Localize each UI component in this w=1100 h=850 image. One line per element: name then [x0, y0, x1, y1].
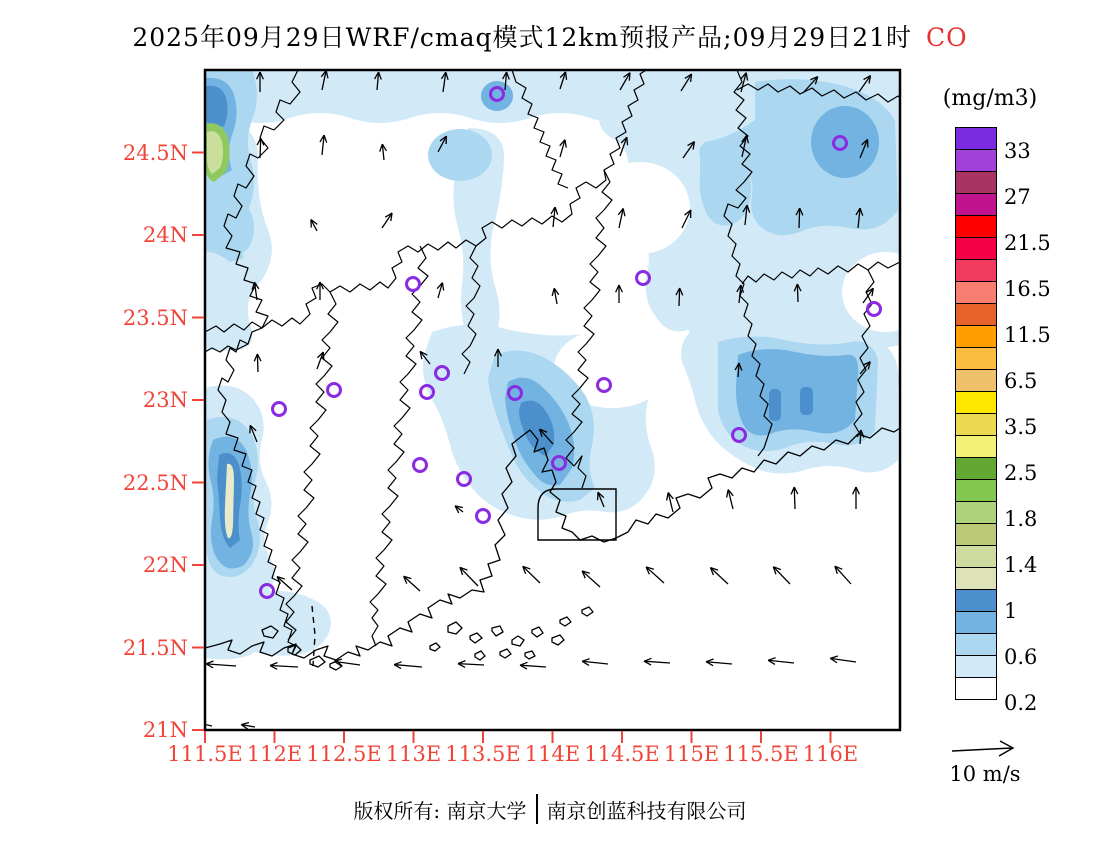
footer-company: 南京创蓝科技有限公司: [546, 798, 747, 823]
wind-arrow: [334, 659, 360, 666]
legend-label: 21.5: [1004, 231, 1051, 255]
footer-divider: [536, 794, 538, 824]
legend-label: 3.5: [1004, 415, 1038, 439]
legend-cell: [955, 259, 997, 282]
wind-arrow: [437, 283, 443, 298]
wind-arrow: [520, 662, 546, 669]
wind-arrow: [582, 659, 608, 666]
legend-cell: [955, 391, 997, 414]
lon-label: 113E: [385, 742, 442, 766]
legend-cell: [955, 523, 997, 546]
legend-cell: [955, 413, 997, 436]
wind-arrow: [551, 207, 558, 227]
lon-label: 111.5E: [167, 742, 243, 766]
wind-arrow: [320, 135, 327, 155]
legend-cell: [955, 655, 997, 678]
legend-label: 1: [1004, 599, 1018, 623]
wind-arrow: [773, 567, 790, 584]
legend-label: 2.5: [1004, 461, 1038, 485]
legend-cell: [955, 369, 997, 392]
station-marker: [273, 403, 286, 416]
wind-arrow: [791, 487, 798, 509]
wind-arrow: [382, 213, 392, 228]
wind-arrow: [667, 493, 674, 512]
legend-cell: [955, 589, 997, 612]
legend-label: 6.5: [1004, 369, 1038, 393]
legend-cell: [955, 171, 997, 194]
wind-arrow: [460, 567, 478, 586]
legend-cell: [955, 149, 997, 172]
legend-cell: [955, 457, 997, 480]
lon-label: 112E: [246, 742, 303, 766]
lat-label: 21.5N: [122, 635, 188, 660]
legend-label: 0.2: [1004, 691, 1038, 715]
legend-cell: [955, 325, 997, 348]
wind-arrow: [830, 656, 856, 663]
lat-label: 23.5N: [122, 305, 188, 330]
wind-arrow: [768, 658, 794, 665]
wind-arrow: [277, 577, 292, 590]
wind-arrow: [458, 661, 484, 668]
legend-cell: [955, 237, 997, 260]
legend-cell: [955, 347, 997, 370]
lon-label: 114.5E: [584, 742, 660, 766]
lat-label: 24.5N: [122, 140, 188, 165]
wind-arrow: [455, 506, 463, 513]
legend-cell: [955, 501, 997, 524]
lat-label: 22N: [142, 553, 188, 577]
legend-label: 11.5: [1004, 323, 1051, 347]
legend-cell: [955, 567, 997, 590]
wind-arrow: [380, 144, 387, 160]
wind-arrow: [706, 659, 732, 666]
legend-colorbar: [955, 128, 997, 700]
legend-label: 33: [1004, 139, 1031, 163]
wind-arrow: [206, 661, 236, 668]
legend-cell: [955, 127, 997, 150]
legend-label: 0.6: [1004, 645, 1038, 669]
wind-arrow: [254, 354, 261, 372]
legend-cell: [955, 479, 997, 502]
wind-arrow: [317, 352, 324, 369]
lon-label: 112.5E: [306, 742, 382, 766]
footer: [0, 794, 1100, 824]
legend-unit: (mg/m3): [942, 86, 1038, 111]
wind-scale-label: 10 m/s: [949, 762, 1021, 786]
wind-arrow: [853, 487, 860, 509]
species-label: CO: [926, 23, 968, 52]
wind-arrow: [835, 566, 851, 584]
wind-arrow: [560, 140, 566, 157]
legend-cell: [955, 281, 997, 304]
wind-arrow: [552, 288, 559, 304]
station-marker: [414, 459, 427, 472]
lat-label: 21N: [142, 718, 188, 742]
legend-cell: [955, 633, 997, 656]
station-marker: [328, 384, 341, 397]
lon-label: 116E: [802, 742, 859, 766]
lon-label: 115.5E: [723, 742, 799, 766]
wind-arrow: [644, 658, 670, 665]
lon-label: 113.5E: [445, 742, 521, 766]
wind-arrow: [710, 568, 728, 584]
station-marker: [477, 510, 490, 523]
lon-label: 114E: [524, 742, 581, 766]
wind-arrow: [727, 490, 734, 509]
wind-arrow: [270, 663, 298, 670]
wind-arrow: [311, 220, 317, 231]
legend-label: 1.4: [1004, 553, 1038, 577]
title-text: 2025年09月29日WRF/cmaq模式12km预报产品;09月29日21时: [132, 23, 913, 52]
legend-cell: [955, 545, 997, 568]
wind-arrow: [241, 722, 255, 729]
legend-label: 27: [1004, 185, 1031, 209]
station-marker: [407, 278, 420, 291]
lon-label: 115E: [663, 742, 720, 766]
legend-label: 16.5: [1004, 277, 1051, 301]
lat-label: 24N: [142, 223, 188, 247]
legend-cell: [955, 303, 997, 326]
legend-cell: [955, 435, 997, 458]
wind-arrow: [404, 576, 420, 591]
legend-label: 1.8: [1004, 507, 1038, 531]
footer-owner: 版权所有: 南京大学: [353, 798, 527, 823]
wind-arrow: [523, 566, 540, 583]
legend-cell: [955, 193, 997, 216]
wind-arrow: [616, 285, 623, 303]
legend-cell: [955, 677, 997, 700]
legend-cell: [955, 215, 997, 238]
wind-arrow: [646, 567, 664, 583]
lat-label: 23N: [142, 388, 188, 412]
lat-label: 22.5N: [122, 470, 188, 495]
wind-arrow: [394, 662, 422, 669]
wind-arrow: [582, 571, 600, 587]
wind-scale-arrow: [952, 741, 1013, 756]
legend-cell: [955, 611, 997, 634]
